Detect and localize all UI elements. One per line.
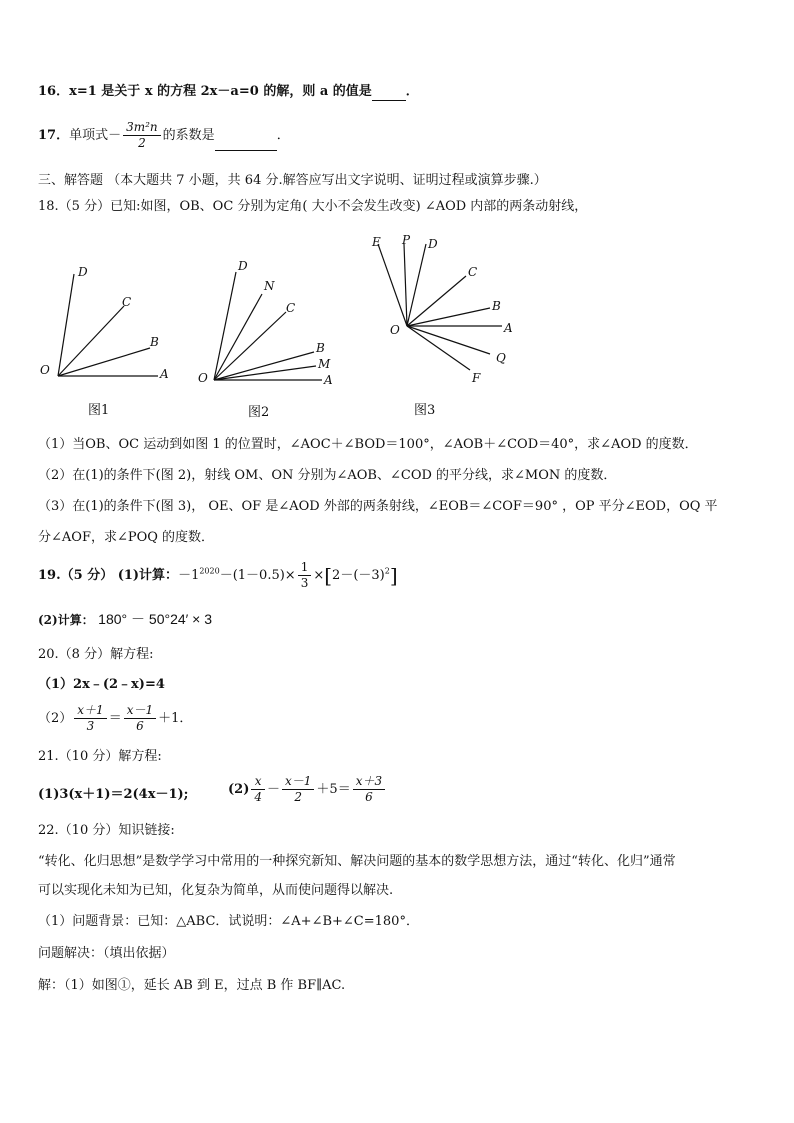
label-q: Q xyxy=(496,351,506,365)
question-22-solve-head: 问题解决：（填出依据） xyxy=(38,946,175,961)
fraction-denominator: 2 xyxy=(294,790,303,804)
question-19-part-1 xyxy=(38,560,398,591)
figure-1-caption: 图1 xyxy=(88,403,110,418)
expr-term: －1 xyxy=(178,568,200,583)
label-o: O xyxy=(40,363,50,377)
question-21-head: 21.（10 分）解方程: xyxy=(38,749,162,764)
expr-term: －(1－0.5)× xyxy=(219,568,296,583)
expr-tail: ＋1． xyxy=(158,711,193,726)
ray-oe xyxy=(378,244,407,326)
figure-1 xyxy=(36,260,186,390)
fraction-denominator: 4 xyxy=(254,790,262,804)
fraction xyxy=(251,774,265,805)
question-text: x=1 是关于 x 的方程 2x－a=0 的解，则 a 的值是 xyxy=(69,84,372,99)
fraction-numerator: x xyxy=(251,774,265,790)
period: ． xyxy=(405,84,419,99)
question-number: 16． xyxy=(38,84,70,99)
label-d: D xyxy=(428,237,438,251)
question-20-head: 20.（8 分）解方程: xyxy=(38,647,154,662)
ray-od xyxy=(58,274,74,376)
ray-od xyxy=(407,244,426,326)
label-b: B xyxy=(150,335,159,349)
fraction-denominator: 6 xyxy=(136,719,144,733)
label-m: M xyxy=(318,357,331,371)
ray-om xyxy=(214,366,316,380)
part-label: （2） xyxy=(38,711,73,726)
label-o: O xyxy=(198,371,208,385)
question-number: 17． xyxy=(38,128,70,143)
fraction-numerator: x－1 xyxy=(282,774,314,790)
figure-2 xyxy=(196,256,346,390)
exponent: 2020 xyxy=(199,566,220,576)
ray-of xyxy=(407,326,470,370)
question-16 xyxy=(38,83,419,101)
fraction-numerator: 3m²n xyxy=(123,120,161,136)
question-text: 单项式－ xyxy=(69,128,122,143)
ray-oq xyxy=(407,326,490,354)
fraction xyxy=(123,120,161,151)
exponent: 2 xyxy=(384,566,390,576)
question-18-part-2: （2）在(1)的条件下(图 2)，射线 OM、ON 分别为∠AOB、∠COD 的平分线，求∠MON 的度数． xyxy=(38,468,617,483)
fraction xyxy=(298,560,312,591)
fraction-denominator: 2 xyxy=(138,136,146,150)
question-18-part-3: （3）在(1)的条件下(图 3)， OE、OF 是∠AOD 外部的两条射线，∠EOB＝∠COF＝90° ，OP 平分∠EOD，OQ 平 xyxy=(38,499,718,514)
bracket-right: ] xyxy=(389,563,398,588)
fraction-denominator: 3 xyxy=(300,576,309,590)
figure-3 xyxy=(362,230,532,390)
question-22-paragraph-1: “转化、化归思想”是数学学习中常用的一种探究新知、解决问题的基本的数学思想方法，通过“转化、化归”通常 xyxy=(38,854,676,869)
question-22-solution: 解：（1）如图①，延长 AB 到 E，过点 B 作 BF∥AC. xyxy=(38,978,346,993)
fraction-numerator: x＋1 xyxy=(74,703,106,719)
part-label: (2) xyxy=(228,782,250,797)
question-20-part-2 xyxy=(38,703,192,734)
label-f: F xyxy=(472,371,481,385)
question-18-part-1: （1）当OB、OC 运动到如图 1 的位置时，∠AOC＋∠BOD＝100°，∠AOB＋∠COD＝40°，求∠AOD 的度数． xyxy=(38,437,698,452)
label-c: C xyxy=(468,265,478,279)
question-21-part-2 xyxy=(228,774,387,805)
question-18-stem: 18.（5 分）已知:如图，OB、OC 分别为定角( 大小不会发生改变) ∠AOD 内部的两条动射线， xyxy=(38,199,588,214)
label-d: D xyxy=(78,265,88,279)
label-a: A xyxy=(504,321,513,335)
part-label: (2)计算： xyxy=(38,613,94,627)
question-19-part-2 xyxy=(38,610,212,629)
label-d: D xyxy=(238,259,248,273)
expr-term: 2－(－3) xyxy=(332,568,385,583)
period: ． xyxy=(276,128,290,143)
figure-3-caption: 图3 xyxy=(414,403,436,418)
fraction xyxy=(74,703,106,734)
ray-op xyxy=(404,244,407,326)
question-22-part-1: （1）问题背景：已知：△ABC．试说明：∠A+∠B+∠C=180°． xyxy=(38,914,419,929)
fraction-numerator: x－1 xyxy=(124,703,156,719)
question-head: 19.（5 分） (1)计算： xyxy=(38,568,179,583)
answer-blank[interactable] xyxy=(215,136,277,151)
fraction-denominator: 3 xyxy=(86,719,95,733)
ray-on xyxy=(214,294,262,380)
question-text: 的系数是 xyxy=(162,128,215,143)
question-21-part-1: (1)3(x＋1)＝2(4x－1); xyxy=(38,787,189,802)
minus-sign: － xyxy=(267,782,281,797)
bracket-left: [ xyxy=(324,563,333,588)
question-22-head: 22.（10 分）知识链接: xyxy=(38,823,175,838)
question-20-part-1: （1）2x﹣(2﹣x)=4 xyxy=(38,677,165,692)
ray-oc xyxy=(407,276,466,326)
figure-2-caption: 图2 xyxy=(248,405,270,420)
label-e: E xyxy=(372,235,381,249)
section-heading: 三、解答题 （本大题共 7 小题，共 64 分.解答应写出文字说明、证明过程或演算步骤.） xyxy=(38,173,547,188)
label-n: N xyxy=(264,279,275,293)
fraction-denominator: 6 xyxy=(365,790,373,804)
fraction-numerator: x＋3 xyxy=(353,774,385,790)
expr-mid: ＋5＝ xyxy=(316,782,351,797)
question-17 xyxy=(38,120,290,151)
answer-blank[interactable] xyxy=(372,86,406,101)
label-a: A xyxy=(160,367,169,381)
label-a: A xyxy=(324,373,333,387)
label-b: B xyxy=(492,299,501,313)
equals-sign: ＝ xyxy=(108,711,122,726)
fraction xyxy=(353,774,385,805)
ray-ob xyxy=(407,308,490,326)
label-p: P xyxy=(402,233,411,247)
question-18-part-3-cont: 分∠AOF，求∠POQ 的度数． xyxy=(38,530,215,545)
fraction xyxy=(124,703,156,734)
label-o: O xyxy=(390,323,400,337)
fraction xyxy=(282,774,314,805)
question-22-paragraph-2: 可以实现化未知为已知，化复杂为简单，从而使问题得以解决. xyxy=(38,883,394,898)
label-c: C xyxy=(286,301,296,315)
label-b: B xyxy=(316,341,325,355)
expression: 180° － 50°24′ × 3 xyxy=(98,611,213,627)
fraction-numerator: 1 xyxy=(298,560,312,576)
times-sign: × xyxy=(313,568,325,583)
label-c: C xyxy=(122,295,132,309)
ray-od xyxy=(214,272,236,380)
